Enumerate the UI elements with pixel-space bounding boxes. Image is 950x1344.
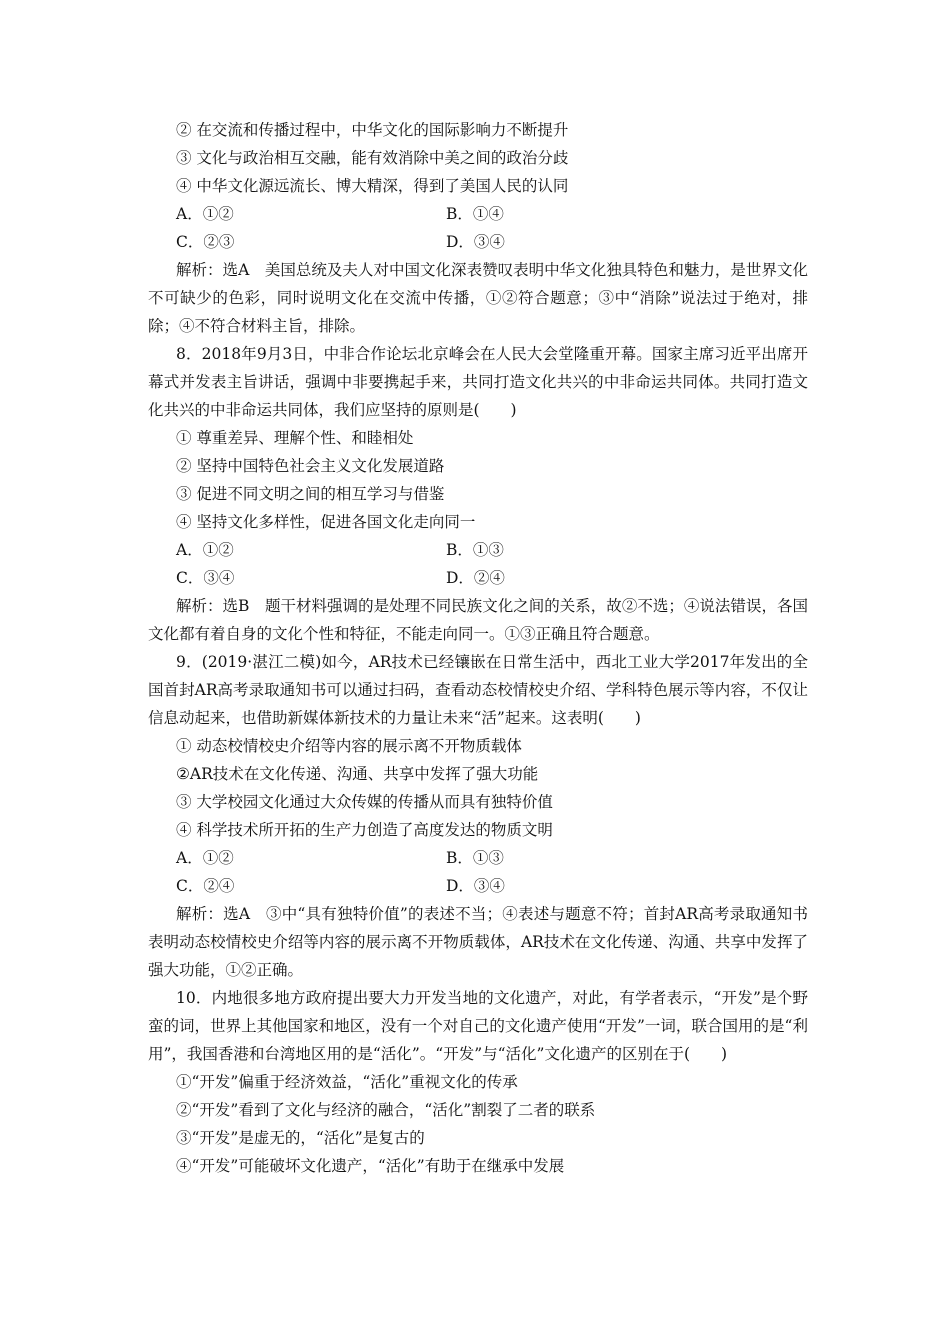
q7-statement-3: ③ 文化与政治相互交融，能有效消除中美之间的政治分歧 bbox=[176, 149, 569, 167]
q10-statement-2: ②“开发”看到了文化与经济的融合，“活化”割裂了二者的联系 bbox=[176, 1101, 596, 1119]
q8-option-c: C．③④ bbox=[176, 569, 235, 587]
q9-statement-1: ① 动态校情校史介绍等内容的展示离不开物质载体 bbox=[176, 737, 522, 755]
q7-statement-4: ④ 中华文化源远流长、博大精深，得到了美国人民的认同 bbox=[176, 177, 569, 195]
q8-options-row-1 bbox=[148, 536, 808, 564]
q9-options-row-1 bbox=[148, 844, 808, 872]
q8-statement-3: ③ 促进不同文明之间的相互学习与借鉴 bbox=[176, 485, 445, 503]
q7-option-c: C．②③ bbox=[176, 233, 235, 251]
page-content bbox=[148, 116, 808, 1180]
q8-statement-4: ④ 坚持文化多样性，促进各国文化走向同一 bbox=[176, 513, 476, 531]
q9-statement-2: ②AR技术在文化传递、沟通、共享中发挥了强大功能 bbox=[176, 765, 539, 783]
q7-analysis: 解析：选A 美国总统及夫人对中国文化深表赞叹表明中华文化独具特色和魅力，是世界文化不可缺少的色彩，同时说明文化在交流中传播，①②符合题意；③中“消除”说法过于绝对，排除；④不符合材料主旨，排除。 bbox=[148, 261, 808, 335]
q9-option-c: C．②④ bbox=[176, 877, 235, 895]
q8-analysis: 解析：选B 题干材料强调的是处理不同民族文化之间的关系，故②不选；④说法错误，各国文化都有着自身的文化个性和特征，不能走向同一。①③正确且符合题意。 bbox=[148, 597, 808, 643]
q9-analysis: 解析：选A ③中“具有独特价值”的表述不当；④表述与题意不符；首封AR高考录取通知书表明动态校情校史介绍等内容的展示离不开物质载体，AR技术在文化传递、沟通、共享中发挥了强大功能，①②正确。 bbox=[148, 905, 808, 979]
q8-statement-1: ① 尊重差异、理解个性、和睦相处 bbox=[176, 429, 414, 447]
q8-options-row-2 bbox=[148, 564, 808, 592]
q8-stem: 8．2018年9月3日，中非合作论坛北京峰会在人民大会堂隆重开幕。国家主席习近平出席开幕式并发表主旨讲话，强调中非要携起手来，共同打造文化共兴的中非命运共同体。共同打造文化共兴的中非命运共同体，我们应坚持的原则是( ) bbox=[148, 345, 808, 419]
q7-options-row-1 bbox=[148, 200, 808, 228]
q7-option-d: D．③④ bbox=[446, 233, 505, 251]
q9-stem: 9．(2019·湛江二模)如今，AR技术已经镶嵌在日常生活中，西北工业大学2017年发出的全国首封AR高考录取通知书可以通过扫码，查看动态校情校史介绍、学科特色展示等内容，不仅让信息动起来，也借助新媒体新技术的力量让未来“活”起来。这表明( ) bbox=[148, 653, 808, 727]
q10-stem: 10．内地很多地方政府提出要大力开发当地的文化遗产，对此，有学者表示，“开发”是个野蛮的词，世界上其他国家和地区，没有一个对自己的文化遗产使用“开发”一词，联合国用的是“利用”，我国香港和台湾地区用的是“活化”。“开发”与“活化”文化遗产的区别在于( ) bbox=[148, 989, 808, 1063]
q9-statement-4: ④ 科学技术所开拓的生产力创造了高度发达的物质文明 bbox=[176, 821, 553, 839]
q10-statement-4: ④“开发”可能破坏文化遗产，“活化”有助于在继承中发展 bbox=[176, 1157, 565, 1175]
q10-statement-3: ③“开发”是虚无的，“活化”是复古的 bbox=[176, 1129, 425, 1147]
q7-statement-2: ② 在交流和传播过程中，中华文化的国际影响力不断提升 bbox=[176, 121, 569, 139]
q9-option-b: B．①③ bbox=[446, 849, 504, 867]
q7-option-a: A．①② bbox=[176, 205, 234, 223]
q8-option-a: A．①② bbox=[176, 541, 234, 559]
q8-statement-2: ② 坚持中国特色社会主义文化发展道路 bbox=[176, 457, 445, 475]
q8-option-d: D．②④ bbox=[446, 569, 505, 587]
q9-option-d: D．③④ bbox=[446, 877, 505, 895]
q7-options-row-2 bbox=[148, 228, 808, 256]
q8-option-b: B．①③ bbox=[446, 541, 504, 559]
q9-options-row-2 bbox=[148, 872, 808, 900]
q7-option-b: B．①④ bbox=[446, 205, 504, 223]
q10-statement-1: ①“开发”偏重于经济效益，“活化”重视文化的传承 bbox=[176, 1073, 518, 1091]
q9-statement-3: ③ 大学校园文化通过大众传媒的传播从而具有独特价值 bbox=[176, 793, 553, 811]
q9-option-a: A．①② bbox=[176, 849, 234, 867]
